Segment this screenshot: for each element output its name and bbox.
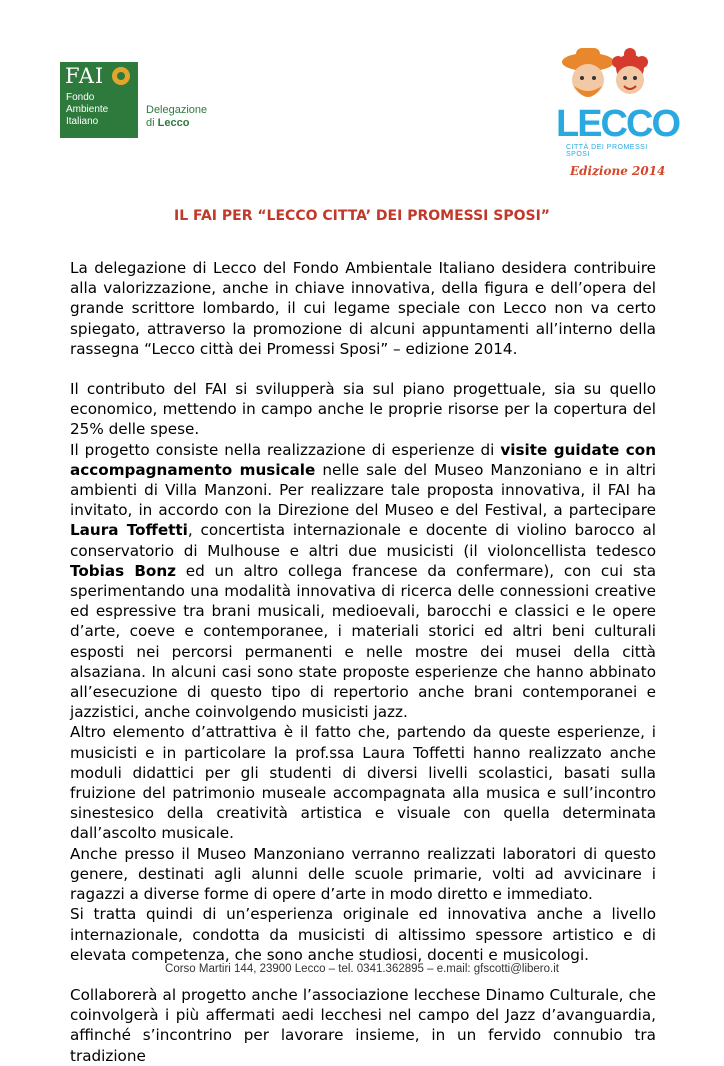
delegation-line1: Delegazione [146, 104, 208, 116]
fai-sub-line1: Fondo [66, 92, 95, 103]
paragraph-intro: La delegazione di Lecco del Fondo Ambientale Italiano desidera contribuire alla valorizzazione, anche in chiave innovativa, della figura e dell’opera del grande scrittore lombardo, il cui legame speciale con Lecco non va certo spiegato, attraverso la promozione di alcuni appuntamenti all’interno della rassegna “Lecco città dei Promessi Sposi” – edizione 2014. [70, 259, 656, 358]
delegation-prefix: di [146, 117, 158, 129]
project-text-c: nelle sale del Museo Manzoniano e in altri ambienti di Villa Manzoni. Per realizzare tale proposta innovativa, il FAI ha invitato, in accordo con la Direzione del Museo e del Festival, a partecipare [70, 460, 656, 520]
project-text-e: , concertista internazionale e docente di violino barocco al conservatorio di Mulhouse e altri due musicisti (il violoncellista tedesco [70, 521, 656, 560]
fai-sub-line3: Italiano [66, 116, 99, 127]
project-highlight-toffetti: Laura Toffetti [70, 521, 188, 540]
paragraph-collaboration: Collaborerà al progetto anche l’associazione lecchese Dinamo Culturale, che coinvolgerà i più affermati aedi lecchesi nel campo del Jazz d’avanguardia, affinché s’incontrino per lavorare insieme, in un fervido connubio tra tradizione [70, 985, 656, 1065]
lecco-promessi-sposi-logo [548, 40, 679, 180]
lecco-logo-text: LECCO [556, 103, 679, 145]
paragraph-laboratories: Anche presso il Museo Manzoniano verranno realizzati laboratori di questo genere, destinati agli alunni delle scuole primarie, volti ad avvicinare i ragazzi a diverse forme di opere d’arte in modo diretto e immediato. [70, 844, 656, 904]
project-highlight-bonz: Tobias Bonz [70, 561, 177, 580]
fai-logo [60, 62, 210, 140]
fai-sub-line2: Ambiente [66, 104, 109, 115]
promessi-sposi-couple-icon [548, 40, 668, 108]
fai-logo-box [60, 62, 138, 138]
delegation-city: Lecco [157, 117, 190, 129]
document-title: IL FAI PER “LECCO CITTA’ DEI PROMESSI SPOSI” [174, 208, 550, 224]
fai-logo-title: FAI [65, 64, 105, 88]
delegation-label [146, 104, 207, 130]
fai-flower-icon [112, 67, 130, 85]
paragraph-international: Si tratta quindi di un’esperienza originale ed innovativa anche a livello internazionale, condotta da musicisti di altissimo spessore artistico e di elevata competenza, che sono anche studiosi, docenti e musicologi. [70, 905, 656, 964]
project-highlight-visits: visite guidate con accompagnamento musicale [70, 440, 657, 479]
delegation-line2 [146, 117, 207, 130]
lecco-logo-subtitle: CITTÀ DEI PROMESSI SPOSI [566, 144, 648, 158]
paragraph-didactics: Altro elemento d’attrattiva è il fatto che, partendo da queste esperienze, i musicisti e in particolare la prof.ssa Laura Toffetti hanno realizzato anche moduli didattici per gli studenti di diversi livelli scolastici, basati sulla fruizione del patrimonio museale accompagnata alla musica e sull’incontro sinestesico della creatività artistica e visuale con quella determinata dall’ascolto musicale. [70, 723, 656, 843]
project-text-g: ed un altro collega francese da confermare), con cui sta sperimentando una modalità innovativa di ricerca delle connessioni creative ed espressive tra brani musicali, medioevali, barocchi e classici e le opere d’arte, coeve e contemporanee, i materiali storici ed altri beni culturali esposti nei percorsi permanenti e nelle mostre dei musei della città alsaziana. In alcuni casi sono state proposte esperienze che hanno abbinato all’esecuzione di questo tipo di repertorio anche brani contemporanei e jazzistici, anche coinvolgendo musicisti jazz. [70, 561, 657, 722]
footer-contact: Corso Martiri 144, 23900 Lecco – tel. 0341.362895 – e.mail: gfscotti@libero.it [165, 963, 559, 975]
document-body [70, 258, 656, 1066]
edition-label: Edizione 2014 [570, 164, 666, 178]
project-text-a: Il progetto consiste nella realizzazione di esperienze di [70, 440, 501, 459]
paragraph-contribution: Il contributo del FAI si svilupperà sia sul piano progettuale, sia su quello economico, mettendo in campo anche le proprie risorse per la copertura del 25% delle spese. [70, 380, 656, 439]
fai-logo-subtitle [66, 92, 108, 128]
paragraph-project [70, 440, 656, 723]
